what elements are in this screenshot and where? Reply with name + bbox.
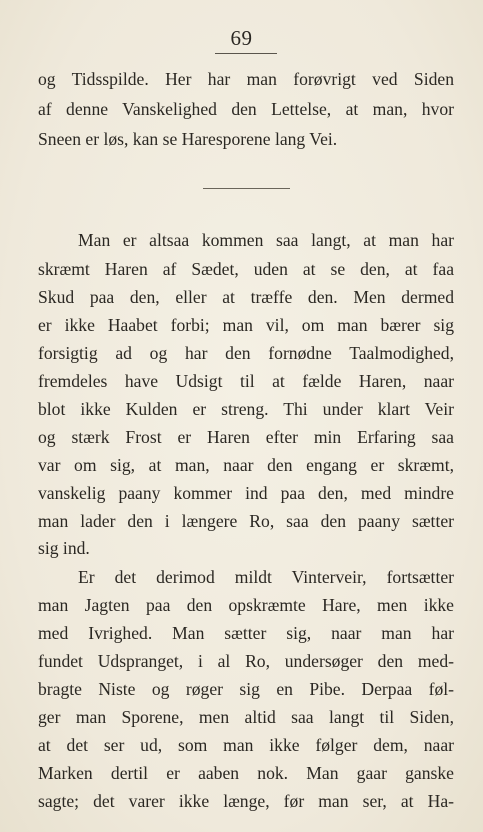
text-line: Sneen er løs, kan se Haresporene lang Vei.	[38, 129, 338, 149]
text-line: bragte Niste og røger sig en Pibe. Derpaa føl-	[38, 679, 454, 699]
text-line: Er det derimod mildt Vinterveir, fortsætter	[78, 567, 454, 587]
text-line: fremdeles have Udsigt til at fælde Haren, naar	[38, 371, 454, 391]
text-line: skræmt Haren af Sædet, uden at se den, at faa	[38, 259, 454, 279]
text-line: sagte; det varer ikke længe, før man ser, at Ha-	[38, 791, 454, 811]
text-line: Man er altsaa kommen saa langt, at man har	[78, 230, 454, 250]
page-number: 69	[230, 26, 253, 50]
text-line: forsigtig ad og har den fornødne Taalmodighed,	[38, 343, 454, 363]
text-line: med Ivrighed. Man sætter sig, naar man har	[38, 623, 454, 643]
text-line: ger man Sporene, men altid saa langt til Siden,	[38, 707, 454, 727]
text-line: Skud paa den, eller at træffe den. Men dermed	[38, 287, 454, 307]
text-line: fundet Udspranget, i al Ro, undersøger den med-	[38, 651, 454, 671]
text-line: man lader den i længere Ro, saa den paany sætter	[38, 511, 454, 531]
text-line: er ikke Haabet forbi; man vil, om man bærer sig	[38, 315, 454, 335]
text-line: at det ser ud, som man ikke følger dem, naar	[38, 735, 454, 755]
text-line: af denne Vanskelighed den Lettelse, at man, hvor	[38, 99, 454, 119]
text-line: Marken dertil er aaben nok. Man gaar ganske	[38, 763, 454, 783]
text-line: og Tidsspilde. Her har man forøvrigt ved Siden	[38, 69, 454, 89]
text-line: vanskelig paany kommer ind paa den, med mindre	[38, 483, 454, 503]
page-number-underline	[215, 53, 277, 54]
section-divider	[203, 188, 290, 189]
text-line: sig ind.	[38, 538, 90, 558]
text-line: var om sig, at man, naar den engang er skræmt,	[38, 455, 454, 475]
text-line: man Jagten paa den opskræmte Hare, men ikke	[38, 595, 454, 615]
text-line: og stærk Frost er Haren efter min Erfaring saa	[38, 427, 454, 447]
text-line: blot ikke Kulden er streng. Thi under klart Veir	[38, 399, 454, 419]
